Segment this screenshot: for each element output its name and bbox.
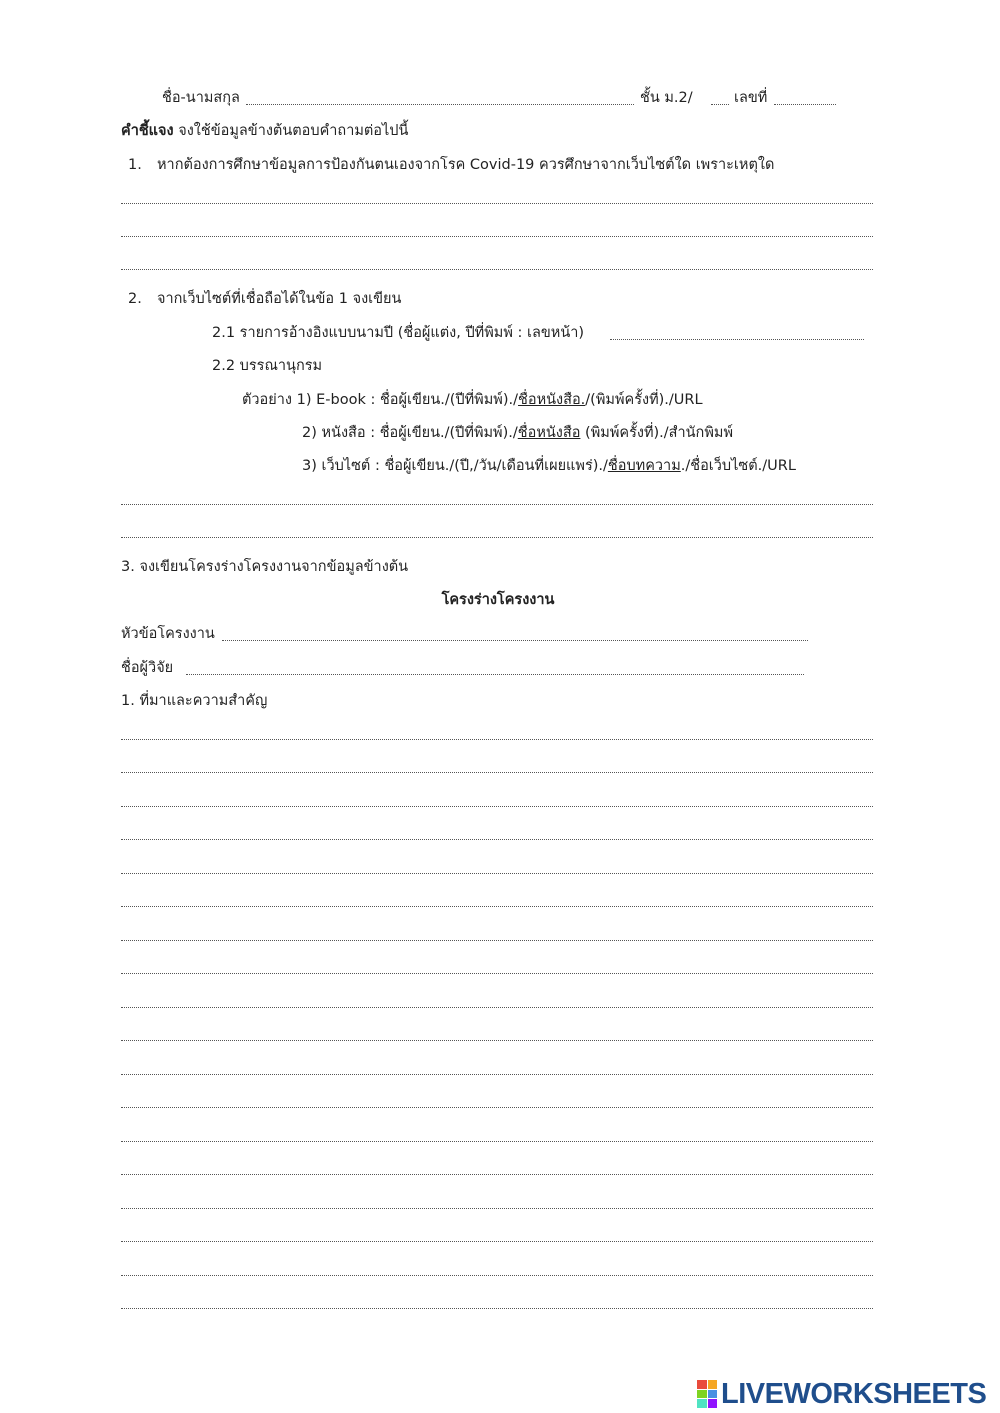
q2-answer-line[interactable] [121, 537, 873, 538]
section-1-answer-line[interactable] [121, 1074, 873, 1075]
section-1-answer-line[interactable] [121, 940, 873, 941]
class-answer-line[interactable] [711, 104, 729, 105]
q2-text: จากเว็บไซต์ที่เชื่อถือได้ในข้อ 1 จงเขียน [157, 291, 402, 307]
section-1-answer-line[interactable] [121, 973, 873, 974]
number-label: เลขที่ [734, 90, 768, 106]
section-1-answer-line[interactable] [121, 1107, 873, 1108]
researcher-answer-line[interactable] [186, 674, 804, 675]
topic-answer-line[interactable] [222, 640, 808, 641]
section-1-answer-line[interactable] [121, 1007, 873, 1008]
example-3-text: 3) เว็บไซต์ : ชื่อผู้เขียน./(ปี,/วัน/เดือนที่เผยแพร่)./ [302, 458, 608, 474]
topic-label: หัวข้อโครงงาน [121, 626, 215, 642]
name-answer-line[interactable] [246, 104, 634, 105]
liveworksheets-brand: LIVEWORKSHEETS [721, 1377, 987, 1410]
section-1-heading: 1. ที่มาและความสำคัญ [121, 693, 268, 709]
section-1-answer-line[interactable] [121, 1308, 873, 1309]
example-1 [242, 390, 703, 410]
q2-sub1: 2.1 รายการอ้างอิงแบบนามปี (ชื่อผู้แต่ง, ปีที่พิมพ์ : เลขหน้า) [212, 325, 585, 341]
instruction [121, 121, 408, 141]
example-3 [302, 456, 796, 476]
liveworksheets-logo-icon [697, 1380, 717, 1408]
q1-answer-line[interactable] [121, 269, 873, 270]
q1-answer-line[interactable] [121, 203, 873, 204]
section-1-answer-line[interactable] [121, 1174, 873, 1175]
example-label: ตัวอย่าง [242, 392, 292, 408]
section-1-answer-line[interactable] [121, 906, 873, 907]
liveworksheets-logo[interactable] [697, 1377, 986, 1411]
section-1-answer-line[interactable] [121, 839, 873, 840]
section-1-answer-line[interactable] [121, 1275, 873, 1276]
example-2 [302, 423, 733, 443]
example-2-text-end: (พิมพ์ครั้งที่)./สำนักพิมพ์ [580, 425, 734, 441]
outline-title: โครงร่างโครงงาน [441, 592, 555, 608]
example-2-underlined: ชื่อหนังสือ [517, 425, 581, 441]
section-1-answer-line[interactable] [121, 739, 873, 740]
section-1-answer-line[interactable] [121, 806, 873, 807]
example-2-text: 2) หนังสือ : ชื่อผู้เขียน./(ปีที่พิมพ์)./ [302, 425, 518, 441]
instruction-text: จงใช้ข้อมูลข้างต้นตอบคำถามต่อไปนี้ [178, 123, 409, 139]
researcher-label: ชื่อผู้วิจัย [121, 660, 174, 676]
example-1-text-end: /(พิมพ์ครั้งที่)./URL [585, 392, 703, 408]
instruction-label: คำชี้แจง [121, 123, 174, 139]
q3-text: 3. จงเขียนโครงร่างโครงงานจากข้อมูลข้างต้น [121, 559, 409, 575]
section-1-answer-line[interactable] [121, 1208, 873, 1209]
section-1-answer-line[interactable] [121, 873, 873, 874]
q2-answer-line[interactable] [121, 504, 873, 505]
q2-sub1-answer-line[interactable] [610, 339, 864, 340]
q1-answer-line[interactable] [121, 236, 873, 237]
number-answer-line[interactable] [774, 104, 836, 105]
example-3-text-end: ./ชื่อเว็บไซต์./URL [680, 458, 796, 474]
section-1-answer-line[interactable] [121, 772, 873, 773]
q2-sub2: 2.2 บรรณานุกรม [212, 358, 323, 374]
section-1-answer-line[interactable] [121, 1241, 873, 1242]
example-3-underlined: ชื่อบทความ [607, 458, 681, 474]
name-label: ชื่อ-นามสกุล [162, 90, 240, 106]
q1-number: 1. [128, 157, 142, 173]
q2-number: 2. [128, 291, 142, 307]
example-1-underlined: ชื่อหนังสือ. [518, 392, 586, 408]
q1-text: หากต้องการศึกษาข้อมูลการป้องกันตนเองจากโรค Covid-19 ควรศึกษาจากเว็บไซต์ใด เพราะเหตุใด [157, 157, 775, 173]
section-1-answer-line[interactable] [121, 1141, 873, 1142]
section-1-answer-line[interactable] [121, 1040, 873, 1041]
class-label: ชั้น ม.2/ [640, 90, 693, 106]
example-1-text: 1) E-book : ชื่อผู้เขียน./(ปีที่พิมพ์)./ [296, 392, 519, 408]
